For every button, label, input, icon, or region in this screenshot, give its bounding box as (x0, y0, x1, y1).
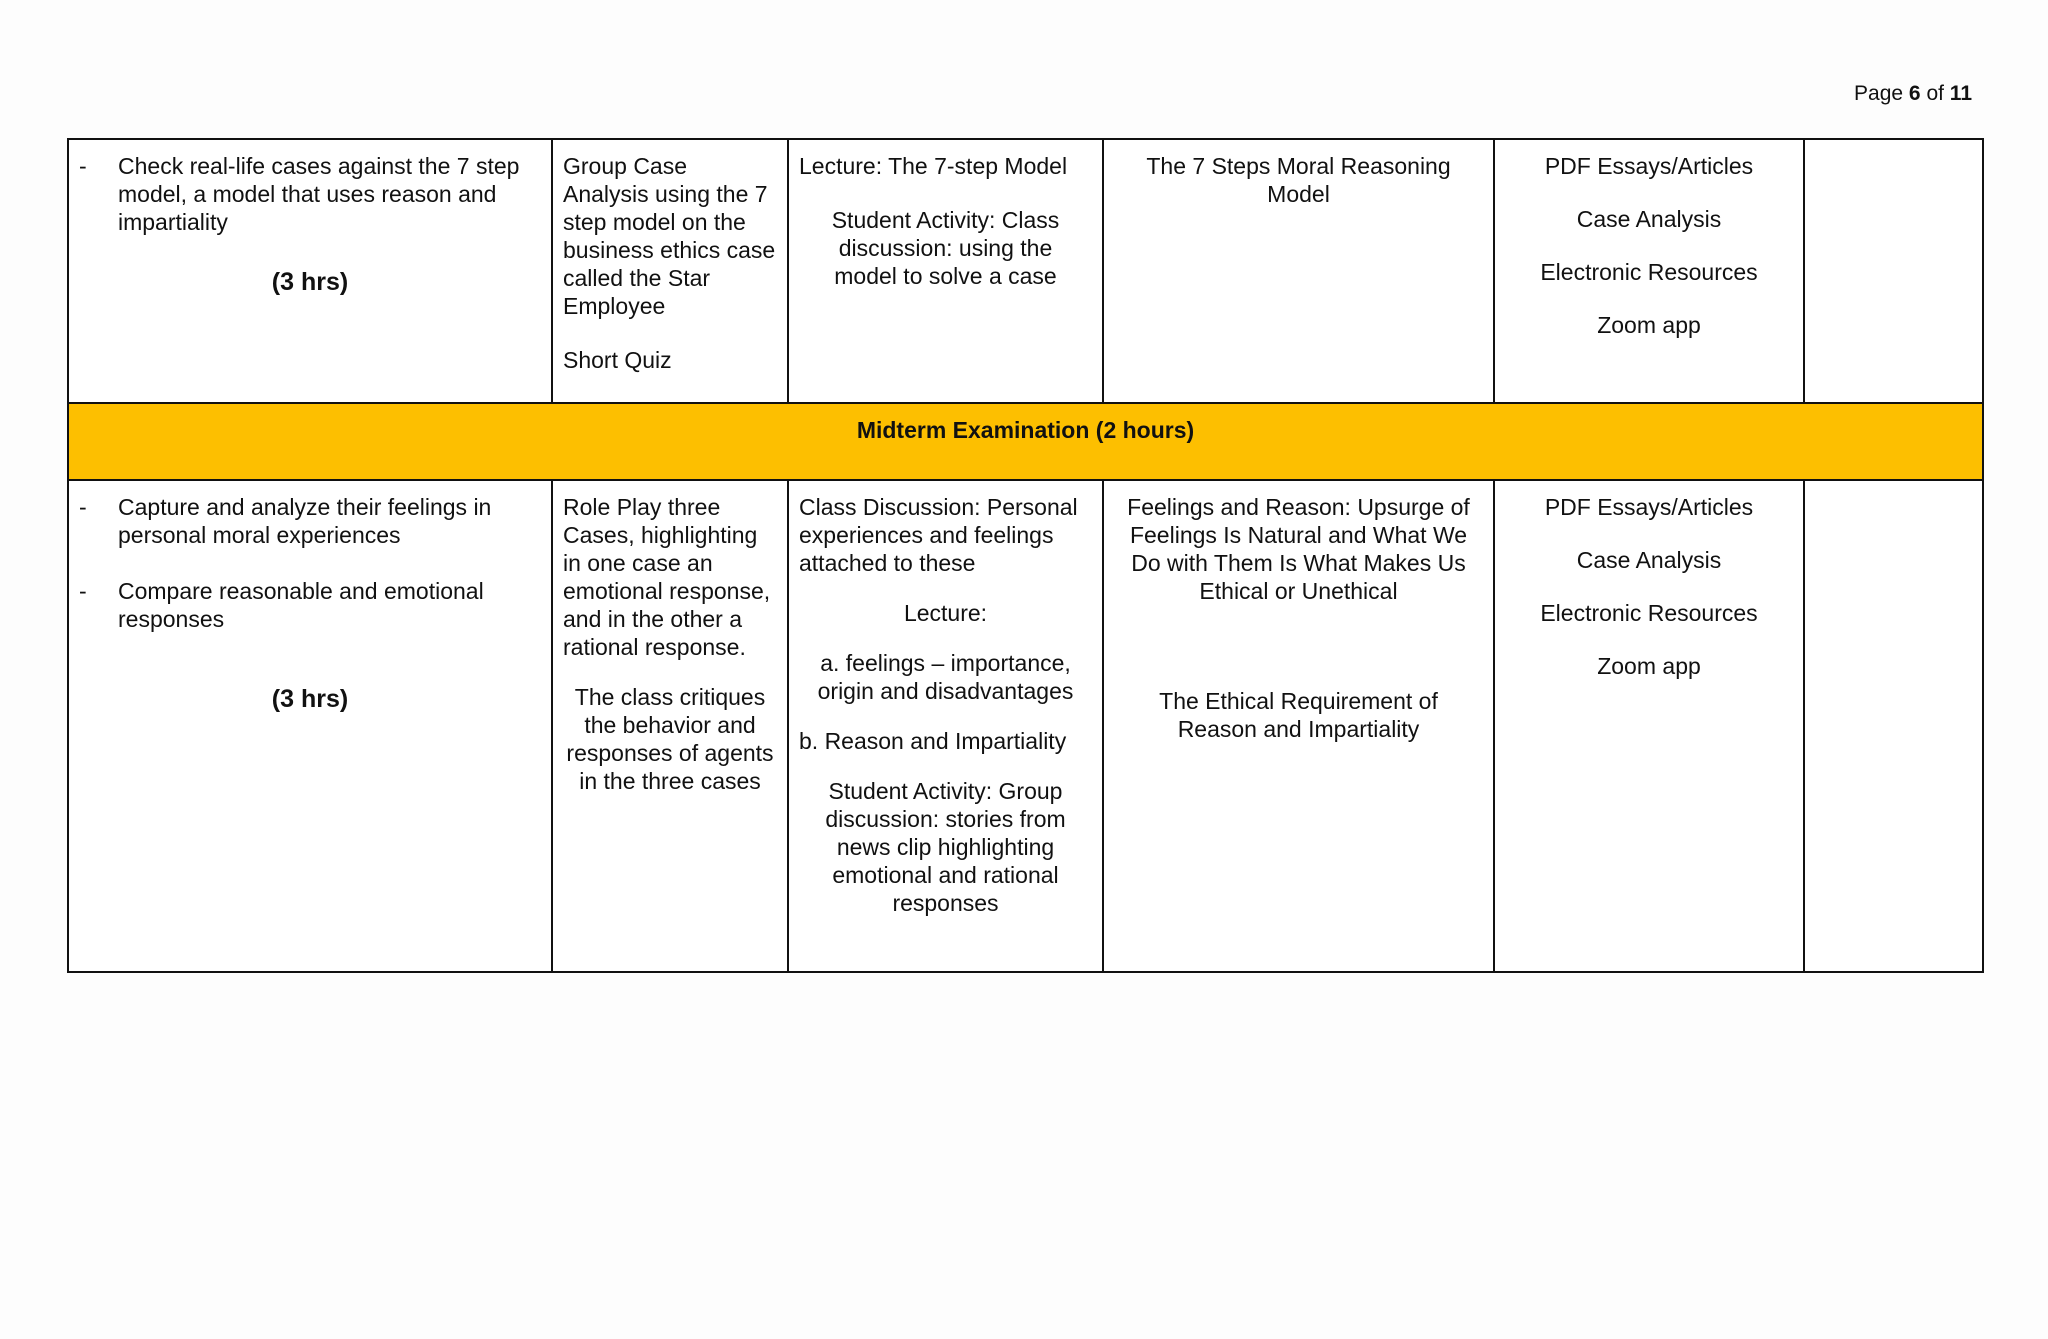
resource-item: Case Analysis (1576, 206, 1722, 232)
resource-item: Electronic Resources (1540, 600, 1758, 626)
outcome-text: Capture and analyze their feelings in personal moral experiences (118, 494, 492, 548)
bullet-dash: - (79, 494, 87, 520)
resources-cell (1494, 480, 1804, 972)
resource-item: Case Analysis (1576, 547, 1722, 573)
empty-cell (1804, 480, 1983, 972)
topics-cell (1103, 139, 1494, 403)
topic-text: The 7 Steps Moral Reasoning Model (1146, 153, 1451, 207)
bullet-dash: - (79, 578, 87, 604)
syllabus-table (67, 138, 1984, 973)
outcome-text: Compare reasonable and emotional responses (118, 578, 484, 632)
assessment-text: Group Case Analysis using the 7 step model on the business ethics case called the Star Employee (563, 153, 776, 319)
activity-text: Lecture: The 7-step Model (799, 153, 1068, 179)
assessment-text: The class critiques the behavior and responses of agents in the three cases (566, 684, 774, 794)
learning-outcomes-cell (68, 139, 552, 403)
activity-text: b. Reason and Impartiality (799, 728, 1067, 754)
page-of-label: of (1926, 82, 1944, 105)
assessment-text: Role Play three Cases, highlighting in one case an emotional response, and in the other a rational response. (563, 494, 771, 660)
hours-label: (3 hrs) (271, 685, 349, 713)
assessment-cell (552, 480, 788, 972)
page-total: 11 (1949, 82, 1972, 105)
topic-text: The Ethical Requirement of Reason and Impartiality (1159, 688, 1438, 742)
list-item (79, 493, 541, 549)
list-item (79, 577, 541, 633)
page-number (1854, 82, 1972, 106)
resource-item: Zoom app (1597, 312, 1701, 338)
activities-cell (788, 139, 1103, 403)
page-label: Page (1854, 82, 1904, 105)
outcome-text: Check real-life cases against the 7 step model, a model that uses reason and impartiality (118, 153, 520, 235)
activities-cell (788, 480, 1103, 972)
resource-item: Zoom app (1597, 653, 1701, 679)
assessment-text: Short Quiz (563, 347, 672, 373)
midterm-row (68, 403, 1983, 480)
list-item (79, 152, 541, 236)
page-current: 6 (1908, 82, 1921, 105)
activity-text: Student Activity: Group discussion: stories from news clip highlighting emotional and rational responses (825, 778, 1066, 916)
activity-text: Class Discussion: Personal experiences and feelings attached to these (799, 494, 1078, 576)
activity-text: Student Activity: Class discussion: using the model to solve a case (831, 207, 1060, 289)
empty-cell (1804, 139, 1983, 403)
activity-text: a. feelings – importance, origin and disadvantages (817, 650, 1074, 704)
outcome-list (79, 152, 541, 236)
table-row (68, 139, 1983, 403)
outcome-list (79, 493, 541, 633)
learning-outcomes-cell (68, 480, 552, 972)
bullet-dash: - (79, 153, 87, 179)
table-row (68, 480, 1983, 972)
resources-cell (1494, 139, 1804, 403)
resource-item: PDF Essays/Articles (1544, 494, 1754, 520)
resource-item: PDF Essays/Articles (1544, 153, 1754, 179)
resource-item: Electronic Resources (1540, 259, 1758, 285)
activity-text: Lecture: (903, 600, 988, 626)
topic-text: Feelings and Reason: Upsurge of Feelings Is Natural and What We Do with Them Is What Makes Us Ethical or Unethical (1127, 494, 1470, 604)
assessment-cell (552, 139, 788, 403)
hours-label: (3 hrs) (271, 268, 349, 296)
topics-cell (1103, 480, 1494, 972)
midterm-banner: Midterm Examination (2 hours) (68, 403, 1983, 480)
